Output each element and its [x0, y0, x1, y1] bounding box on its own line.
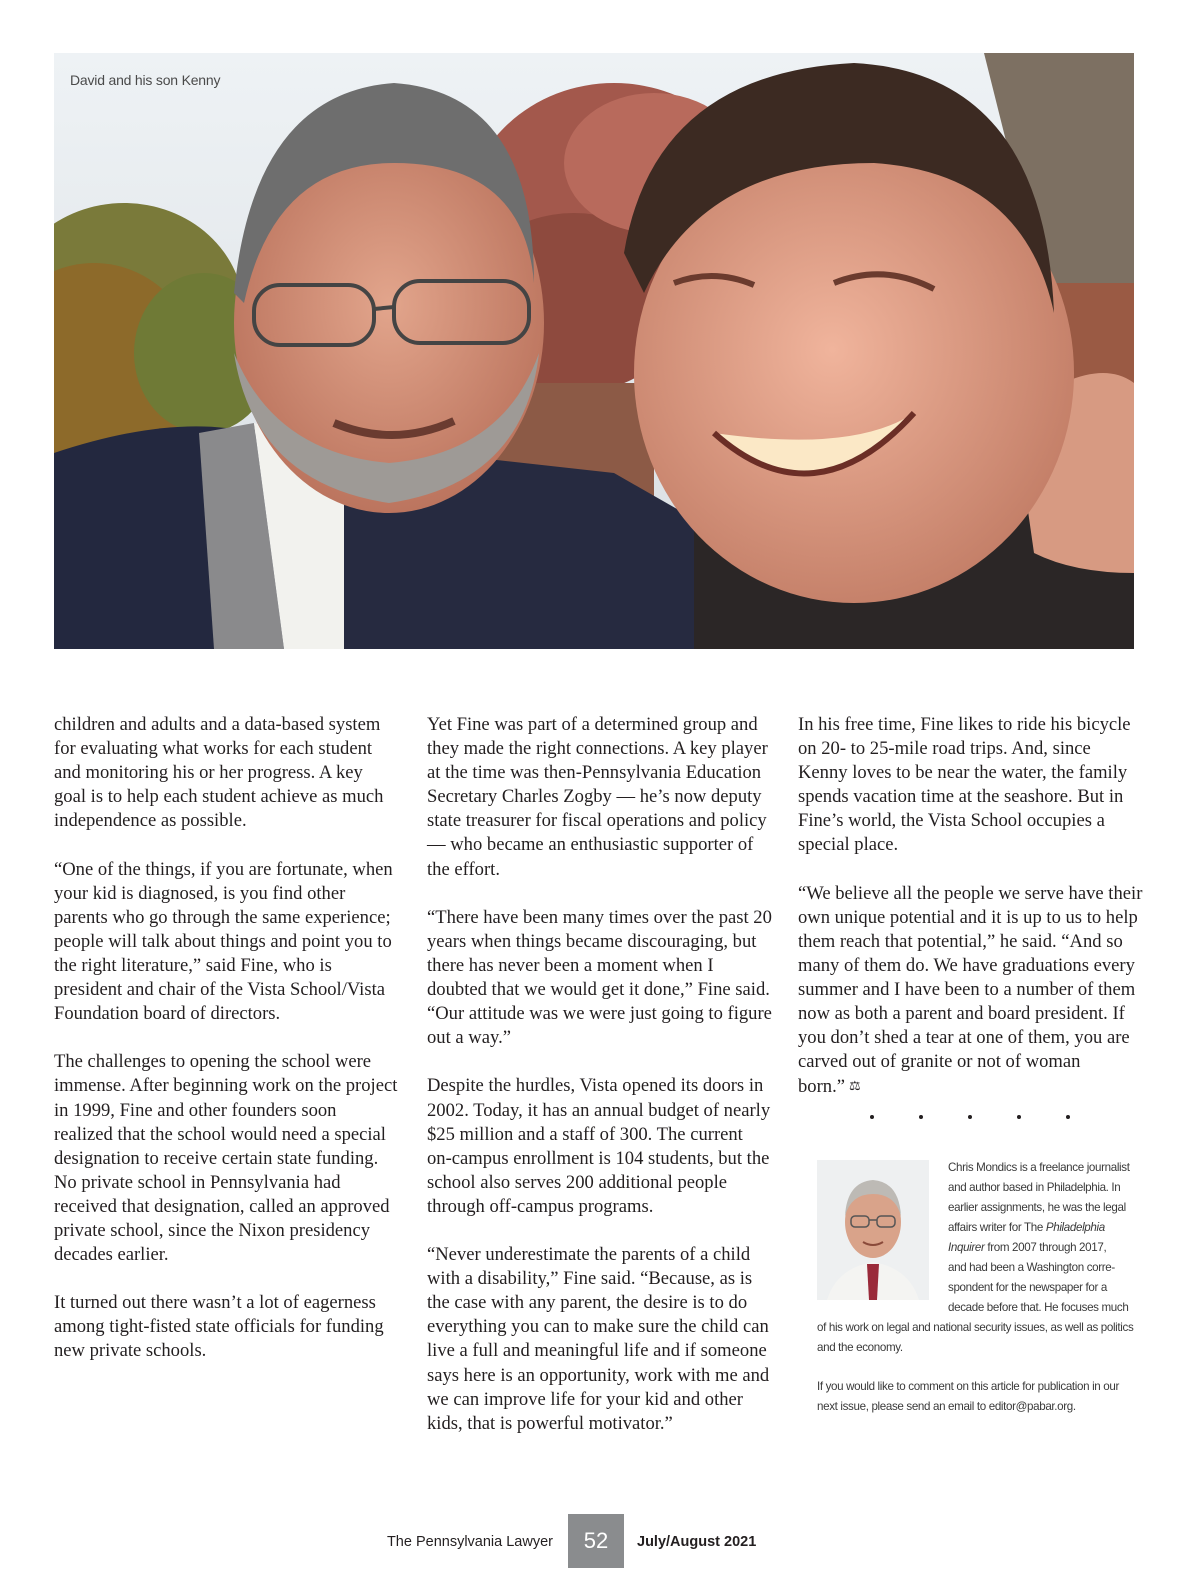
bio-line: affairs writer for The Philadelphia [948, 1221, 1105, 1234]
paragraph: Despite the hurdles, Vista opened its doors in 2002. Today, it has an annual budget of nearly $25 million and a staff of 300. The current on-campus enrollment is 104 students, but the school also serves 200 additional people through off-campus programs. [427, 1075, 771, 1217]
newspaper-title: Inquirer [948, 1241, 985, 1254]
newspaper-title: Philadelphia [1045, 1221, 1105, 1234]
bio-line: Inquirer from 2007 through 2017, [948, 1241, 1107, 1254]
paragraph: Yet Fine was part of a determined group and they made the right connections. A key player at the time was then-Pennsylvania Education Secretary Charles Zogby — he’s now deputy state treasurer for fiscal operations and policy — who became an enthusiastic supporter of the effort. [427, 714, 768, 880]
photo-caption: David and his son Kenny [70, 72, 221, 88]
paragraph: The challenges to opening the school were immense. After beginning work on the project in 1999, Fine and other founders soon realized that the school would need a special designation to receive certain state funding. No private school in Pennsylvania had received that designation, called an approved private school, since the Nixon presidency decades earlier. [54, 1051, 398, 1266]
paragraph: “There have been many times over the past 20 years when things became discouraging, but there has never been a moment when I doubted that we would get it done,” Fine said. “Our attitude was we were just going to figure out a way.” [427, 906, 772, 1049]
comment-invitation: If you would like to comment on this article for publication in our next issue, please send an email to editor@pabar.org. [817, 1380, 1119, 1413]
issue-date: July/August 2021 [637, 1534, 757, 1550]
bio-line: Chris Mondics is a freelance journalist [948, 1161, 1130, 1174]
scales-end-mark-icon: ⚖ [848, 1078, 861, 1094]
feature-photo [54, 53, 1134, 649]
bio-line: and author based in Philadelphia. In [948, 1181, 1121, 1194]
paragraph [798, 882, 1143, 1100]
bio-line: of his work on legal and national security issues, as well as politics [817, 1321, 1134, 1334]
publication-name: The Pennsylvania Lawyer [386, 1534, 553, 1550]
paragraph: children and adults and a data-based system for evaluating what works for each student and monitoring his or her progress. A key goal is to help each student achieve as much independence as possible. [54, 714, 384, 832]
bio-line: and the economy. [817, 1341, 903, 1354]
section-divider-dots [870, 1115, 1070, 1119]
paragraph: “Never underestimate the parents of a child with a disability,” Fine said. “Because, as is the case with any parent, the desire is to do everything you can to make sure the child can live a full and meaningful life and if someone says here is an opportunity, work with me and we can improve life for your kid and other kids, that is powerful motivator.” [427, 1244, 770, 1434]
divider-dot [1066, 1115, 1070, 1119]
page-footer [0, 1514, 1200, 1568]
bio-line: spondent for the newspaper for a [948, 1281, 1107, 1294]
paragraph: It turned out there wasn’t a lot of eagerness among tight-fisted state officials for funding new private schools. [54, 1292, 384, 1362]
article-column-3 [798, 713, 1143, 1124]
bio-line: and had been a Washington corre- [948, 1261, 1115, 1274]
paragraph: In his free time, Fine likes to ride his bicycle on 20- to 25-mile road trips. And, since Kenny loves to be near the water, the family spends vacation time at the seashore. But in Fine’s world, the Vista School occupies a special place. [798, 714, 1131, 856]
page-number: 52 [568, 1514, 624, 1568]
bio-line: earlier assignments, he was the legal [948, 1201, 1126, 1214]
divider-dot [870, 1115, 874, 1119]
article-column-1 [54, 713, 399, 1388]
bio-line: decade before that. He focuses much [948, 1301, 1129, 1314]
closing-paragraph-text: “We believe all the people we serve have their own unique potential and it is up to us to help them reach that potential,” he said. “And so many of them do. We have graduations every summer and I have been to a number of them now as both a parent and board president. If you don’t shed a tear at one of them, you are carved out of granite or not of woman born.” [798, 882, 1143, 1098]
father-son-photo-illustration [54, 53, 1134, 649]
article-column-2 [427, 713, 772, 1460]
divider-dot [919, 1115, 923, 1119]
divider-dot [968, 1115, 972, 1119]
author-portrait-illustration [817, 1160, 929, 1300]
author-headshot [817, 1160, 929, 1300]
paragraph: “One of the things, if you are fortunate, when your kid is diagnosed, is you find other parents who go through the same experience; people will talk about things and point you to the right literature,” said Fine, who is president and chair of the Vista School/Vista Foundation board of directors. [54, 858, 393, 1025]
divider-dot [1017, 1115, 1021, 1119]
